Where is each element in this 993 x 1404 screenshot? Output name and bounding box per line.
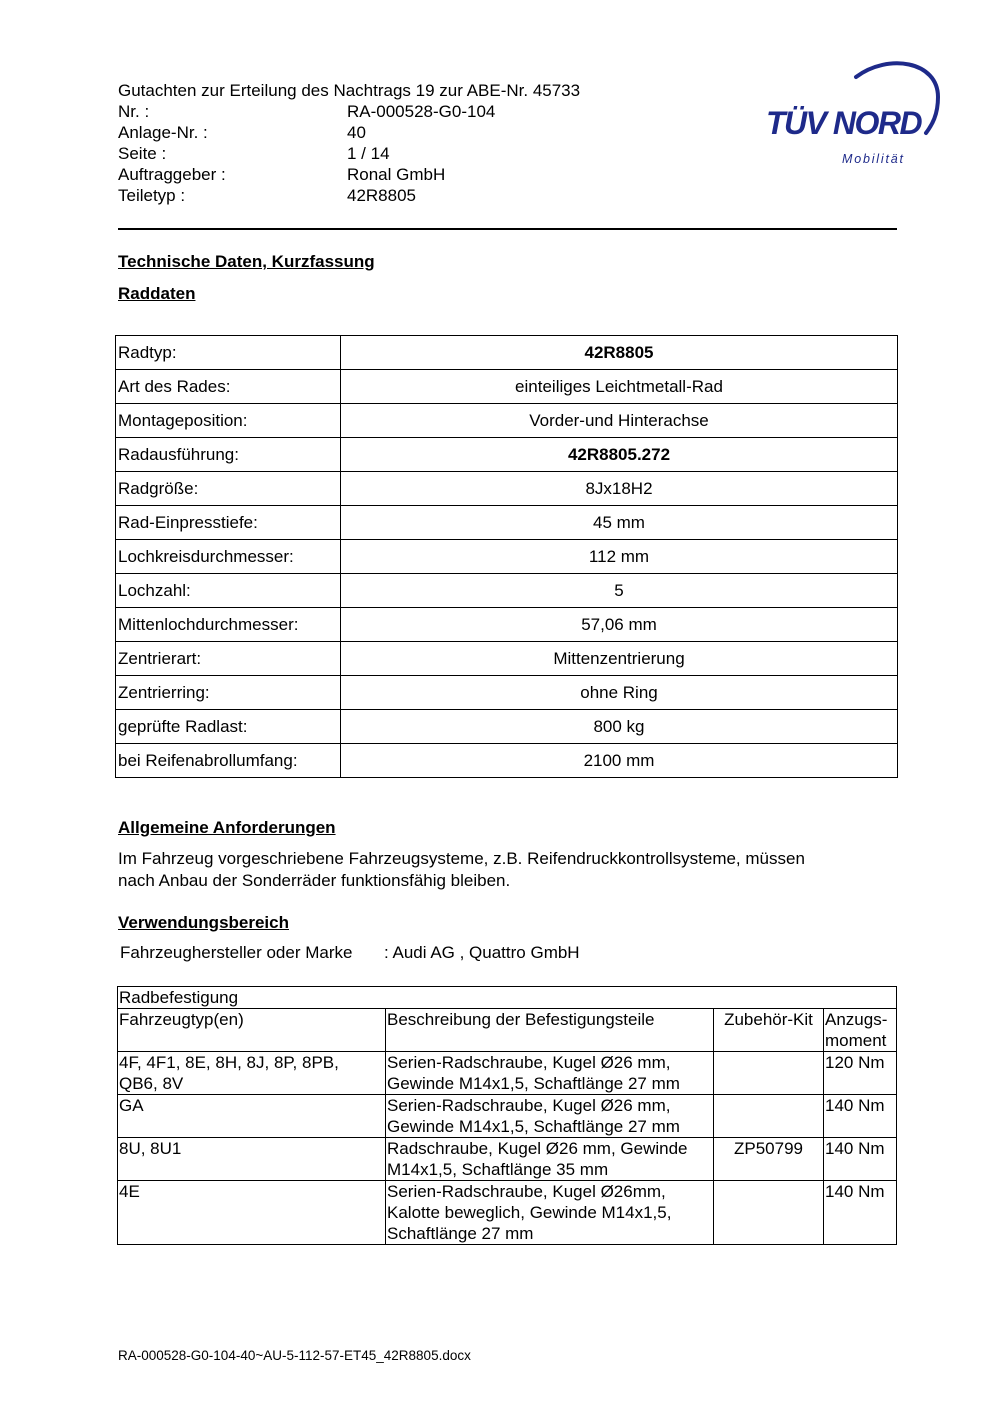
table-row: Mittenlochdurchmesser: 57,06 mm — [116, 608, 898, 642]
header-row-teiletyp: Teiletyp : 42R8805 — [118, 186, 417, 205]
table-row: Zentrierart: Mittenzentrierung — [116, 642, 898, 676]
table-row: GA Serien-Radschraube, Kugel Ø26 mm, Gewinde M14x1,5, Schaftlänge 27 mm 140 Nm — [118, 1095, 897, 1138]
table-row: Rad-Einpresstiefe: 45 mm — [116, 506, 898, 540]
section-heading-tech: Technische Daten, Kurzfassung — [118, 252, 375, 271]
tuv-nord-logo: TÜV NORD — [766, 105, 922, 141]
section-heading-allgemein: Allgemeine Anforderungen — [118, 818, 336, 837]
document-header — [118, 80, 658, 206]
table-row: geprüfte Radlast: 800 kg — [116, 710, 898, 744]
vehicle-manufacturer: Fahrzeughersteller oder Marke : Audi AG , Quattro GmbH — [120, 943, 580, 962]
table-row: Radtyp: 42R8805 — [116, 336, 898, 370]
table-row: Radgröße: 8Jx18H2 — [116, 472, 898, 506]
header-row-nr: Nr. : RA-000528-G0-104 — [118, 102, 496, 121]
section-heading-raddaten: Raddaten — [118, 284, 196, 303]
table-row: Lochkreisdurchmesser: 112 mm — [116, 540, 898, 574]
table-row — [118, 987, 897, 1009]
table-row: Art des Rades: einteiliges Leichtmetall-Rad — [116, 370, 898, 404]
header-row-seite: Seite : 1 / 14 — [118, 144, 390, 163]
table-row: 4F, 4F1, 8E, 8H, 8J, 8P, 8PB, QB6, 8V Serien-Radschraube, Kugel Ø26 mm, Gewinde M14x1,5, Schaftlänge 27 mm 120 Nm — [118, 1052, 897, 1095]
table-row: bei Reifenabrollumfang: 2100 mm — [116, 744, 898, 778]
table-row: 8U, 8U1 Radschraube, Kugel Ø26 mm, Gewinde M14x1,5, Schaftlänge 35 mm ZP50799 140 Nm — [118, 1138, 897, 1181]
table-row: Radausführung: 42R8805.272 — [116, 438, 898, 472]
report-title: Gutachten zur Erteilung des Nachtrags 19 zur ABE-Nr. 45733 — [118, 81, 581, 100]
table-row: Zentrierring: ohne Ring — [116, 676, 898, 710]
logo-subtitle: Mobilität — [842, 152, 905, 166]
table-row: Lochzahl: 5 — [116, 574, 898, 608]
table-row: Montageposition: Vorder-und Hinterachse — [116, 404, 898, 438]
requirements-text: Im Fahrzeug vorgeschriebene Fahrzeugsysteme, z.B. Reifendruckkontrollsysteme, müssen nach Anbau der Sonderräder funktionsfähig bleiben. — [118, 849, 805, 890]
mounting-table — [117, 986, 897, 1245]
section-heading-verwendung: Verwendungsbereich — [118, 913, 289, 932]
mounting-caption: Radbefestigung — [118, 987, 897, 1009]
header-divider — [118, 228, 897, 230]
header-row-auftraggeber: Auftraggeber : Ronal GmbH — [118, 165, 446, 184]
header-row-anlage: Anlage-Nr. : 40 — [118, 123, 366, 142]
table-row: 4E Serien-Radschraube, Kugel Ø26mm, Kalotte beweglich, Gewinde M14x1,5, Schaftlänge 27 mm 140 Nm — [118, 1181, 897, 1245]
table-header-row: Fahrzeugtyp(en) Beschreibung der Befestigungsteile Zubehör-Kit Anzugs- moment — [118, 1009, 897, 1052]
document-footer: RA-000528-G0-104-40~AU-5-112-57-ET45_42R8805.docx — [118, 1348, 471, 1363]
wheel-data-table — [115, 335, 898, 778]
